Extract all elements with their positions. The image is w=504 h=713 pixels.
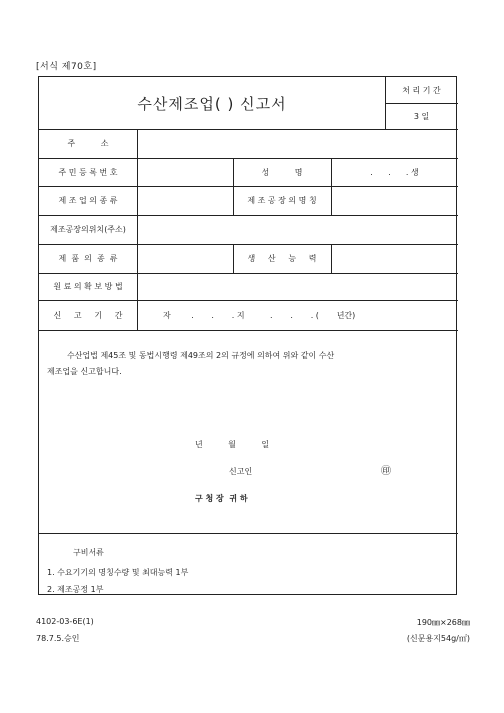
name-label: 성 명 <box>261 167 303 177</box>
paper-type: (신문용지54g/㎡) <box>406 634 470 643</box>
form-number: [서식 제70호] <box>36 62 97 72</box>
processing-period-label: 처 리 기 간 <box>402 85 441 95</box>
divider <box>331 244 332 273</box>
seal-mark: ㊞ <box>381 466 391 477</box>
approval-date: 78.7.5.승인 <box>36 634 80 643</box>
resident-number-label: 주 민 등 록 번 호 <box>58 167 118 177</box>
birth-date-field: . . . 생 <box>370 167 419 177</box>
divider <box>39 330 458 331</box>
required-document-item: 1. 수요기기의 명칭수량 및 최대능력 1부 <box>47 568 189 577</box>
declaration-text: 수산업법 제45조 및 동법시행령 제49조의 2의 규정에 의하여 위와 같이 수산 <box>67 351 335 360</box>
report-period-value: 자 . . . 지 . . . ( 년간) <box>163 310 356 320</box>
form-title: 수산제조업( ) 신고서 <box>137 94 287 113</box>
divider <box>137 129 138 330</box>
declaration-text-2: 제조업을 신고합니다. <box>47 367 122 376</box>
paper-size: 190㎜×268㎜ <box>416 618 470 627</box>
processing-period-value: 3 일 <box>413 111 430 121</box>
report-period-label: 신 고 기 간 <box>53 310 123 320</box>
applicant-label: 신고인 <box>229 467 253 476</box>
recipient-label: 구 청 장 귀 하 <box>195 494 248 503</box>
divider <box>39 533 458 534</box>
form-frame <box>38 76 457 595</box>
business-type-label: 제 조 업 의 종 류 <box>58 196 118 205</box>
required-document-item: 2. 제조공정 1부 <box>47 585 104 594</box>
address-label: 주 소 <box>67 139 109 148</box>
form-code: 4102-03-6E(1) <box>36 617 94 626</box>
production-capacity-label: 생 산 능 력 <box>247 254 317 263</box>
factory-location-label: 제조공장의위치(주소) <box>50 225 126 234</box>
product-type-label: 제 품 의 종 류 <box>58 254 118 263</box>
material-method-label: 원 료 의 확 보 방 법 <box>53 282 123 291</box>
required-documents-heading: 구비서류 <box>73 548 104 557</box>
date-line: 년 월 일 <box>195 440 270 449</box>
factory-name-label: 제 조 공 장 의 명 칭 <box>247 196 317 205</box>
